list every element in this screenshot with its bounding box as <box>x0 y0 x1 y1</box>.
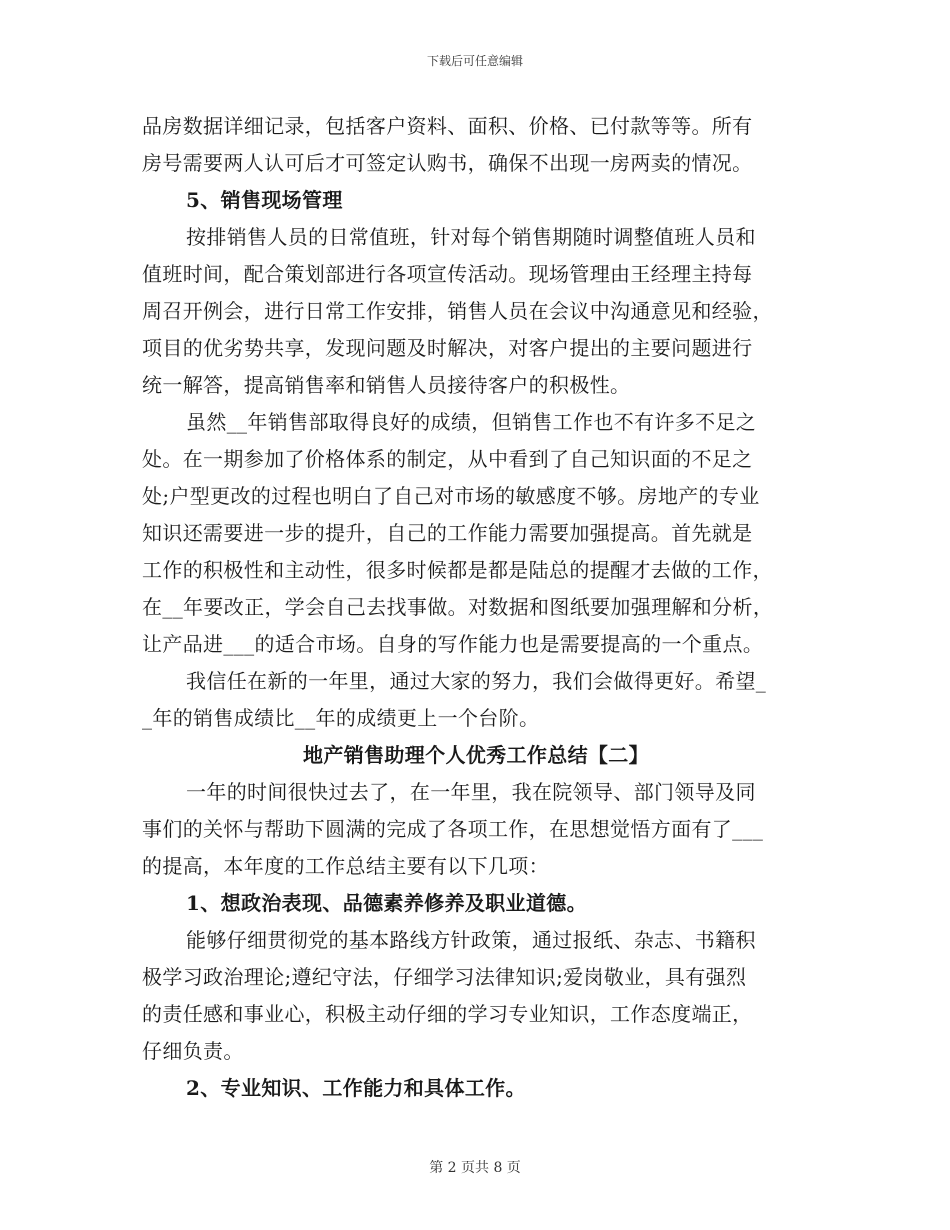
paragraph-line: 值班时间，配合策划部进行各项宣传活动。现场管理由王经理主持每 <box>142 262 753 286</box>
paragraph-line: 周召开例会，进行日常工作安排，销售人员在会议中沟通意见和经验， <box>142 299 773 323</box>
paragraph-line: 极学习政治理论;遵纪守法，仔细学习法律知识;爱岗敬业，具有强烈 <box>142 965 747 989</box>
document-body <box>142 108 810 1107</box>
paragraph-line: 在__年要改正，学会自己去找事做。对数据和图纸要加强理解和分析， <box>142 595 774 619</box>
paragraph-line: 房号需要两人认可后才可签定认购书，确保不出现一房两卖的情况。 <box>142 151 753 175</box>
section-heading: 2、专业知识、工作能力和具体工作。 <box>186 1076 526 1100</box>
paragraph-line: 事们的关怀与帮助下圆满的完成了各项工作，在思想觉悟方面有了___ <box>142 817 764 841</box>
paragraph-line: 按排销售人员的日常值班，针对每个销售期随时调整值班人员和 <box>186 225 756 249</box>
document-title: 地产销售助理个人优秀工作总结【二】 <box>303 743 649 767</box>
paragraph-line: 的提高，本年度的工作总结主要有以下几项： <box>142 854 549 878</box>
paragraph-line: _年的销售成绩比__年的成绩更上一个台阶。 <box>142 706 540 730</box>
paragraph-line: 我信任在新的一年里，通过大家的努力，我们会做得更好。希望_ <box>186 669 767 693</box>
paragraph-line: 让产品进___的适合市场。自身的写作能力也是需要提高的一个重点。 <box>142 632 764 656</box>
paragraph-line: 处。在一期参加了价格体系的制定，从中看到了自己知识面的不足之 <box>142 447 753 471</box>
header-note: 下载后可任意编辑 <box>426 54 523 68</box>
paragraph-line: 工作的积极性和主动性，很多时候都是都是陆总的提醒才去做的工作， <box>142 558 773 582</box>
paragraph-line: 处;户型更改的过程也明白了自己对市场的敏感度不够。房地产的专业 <box>142 484 760 508</box>
paragraph-line: 的责任感和事业心，积极主动仔细的学习专业知识，工作态度端正， <box>142 1002 753 1026</box>
paragraph-line: 品房数据详细记录，包括客户资料、面积、价格、已付款等等。所有 <box>142 114 753 138</box>
paragraph-line: 能够仔细贯彻党的基本路线方针政策，通过报纸、杂志、书籍积 <box>186 928 756 952</box>
section-heading: 1、想政治表现、品德素养修养及职业道德。 <box>186 891 587 915</box>
paragraph-line: 仔细负责。 <box>142 1039 244 1063</box>
paragraph-line: 项目的优劣势共享，发现问题及时解决，对客户提出的主要问题进行 <box>142 336 753 360</box>
paragraph-line: 知识还需要进一步的提升，自己的工作能力需要加强提高。首先就是 <box>142 521 753 545</box>
paragraph-line: 统一解答，提高销售率和销售人员接待客户的积极性。 <box>142 373 631 397</box>
paragraph-line: 一年的时间很快过去了，在一年里，我在院领导、部门领导及同 <box>186 780 756 804</box>
page-number: 第 2 页共 8 页 <box>429 1160 521 1176</box>
paragraph-line: 虽然__年销售部取得良好的成绩，但销售工作也不有许多不足之 <box>186 410 757 434</box>
section-heading: 5、销售现场管理 <box>186 188 343 212</box>
